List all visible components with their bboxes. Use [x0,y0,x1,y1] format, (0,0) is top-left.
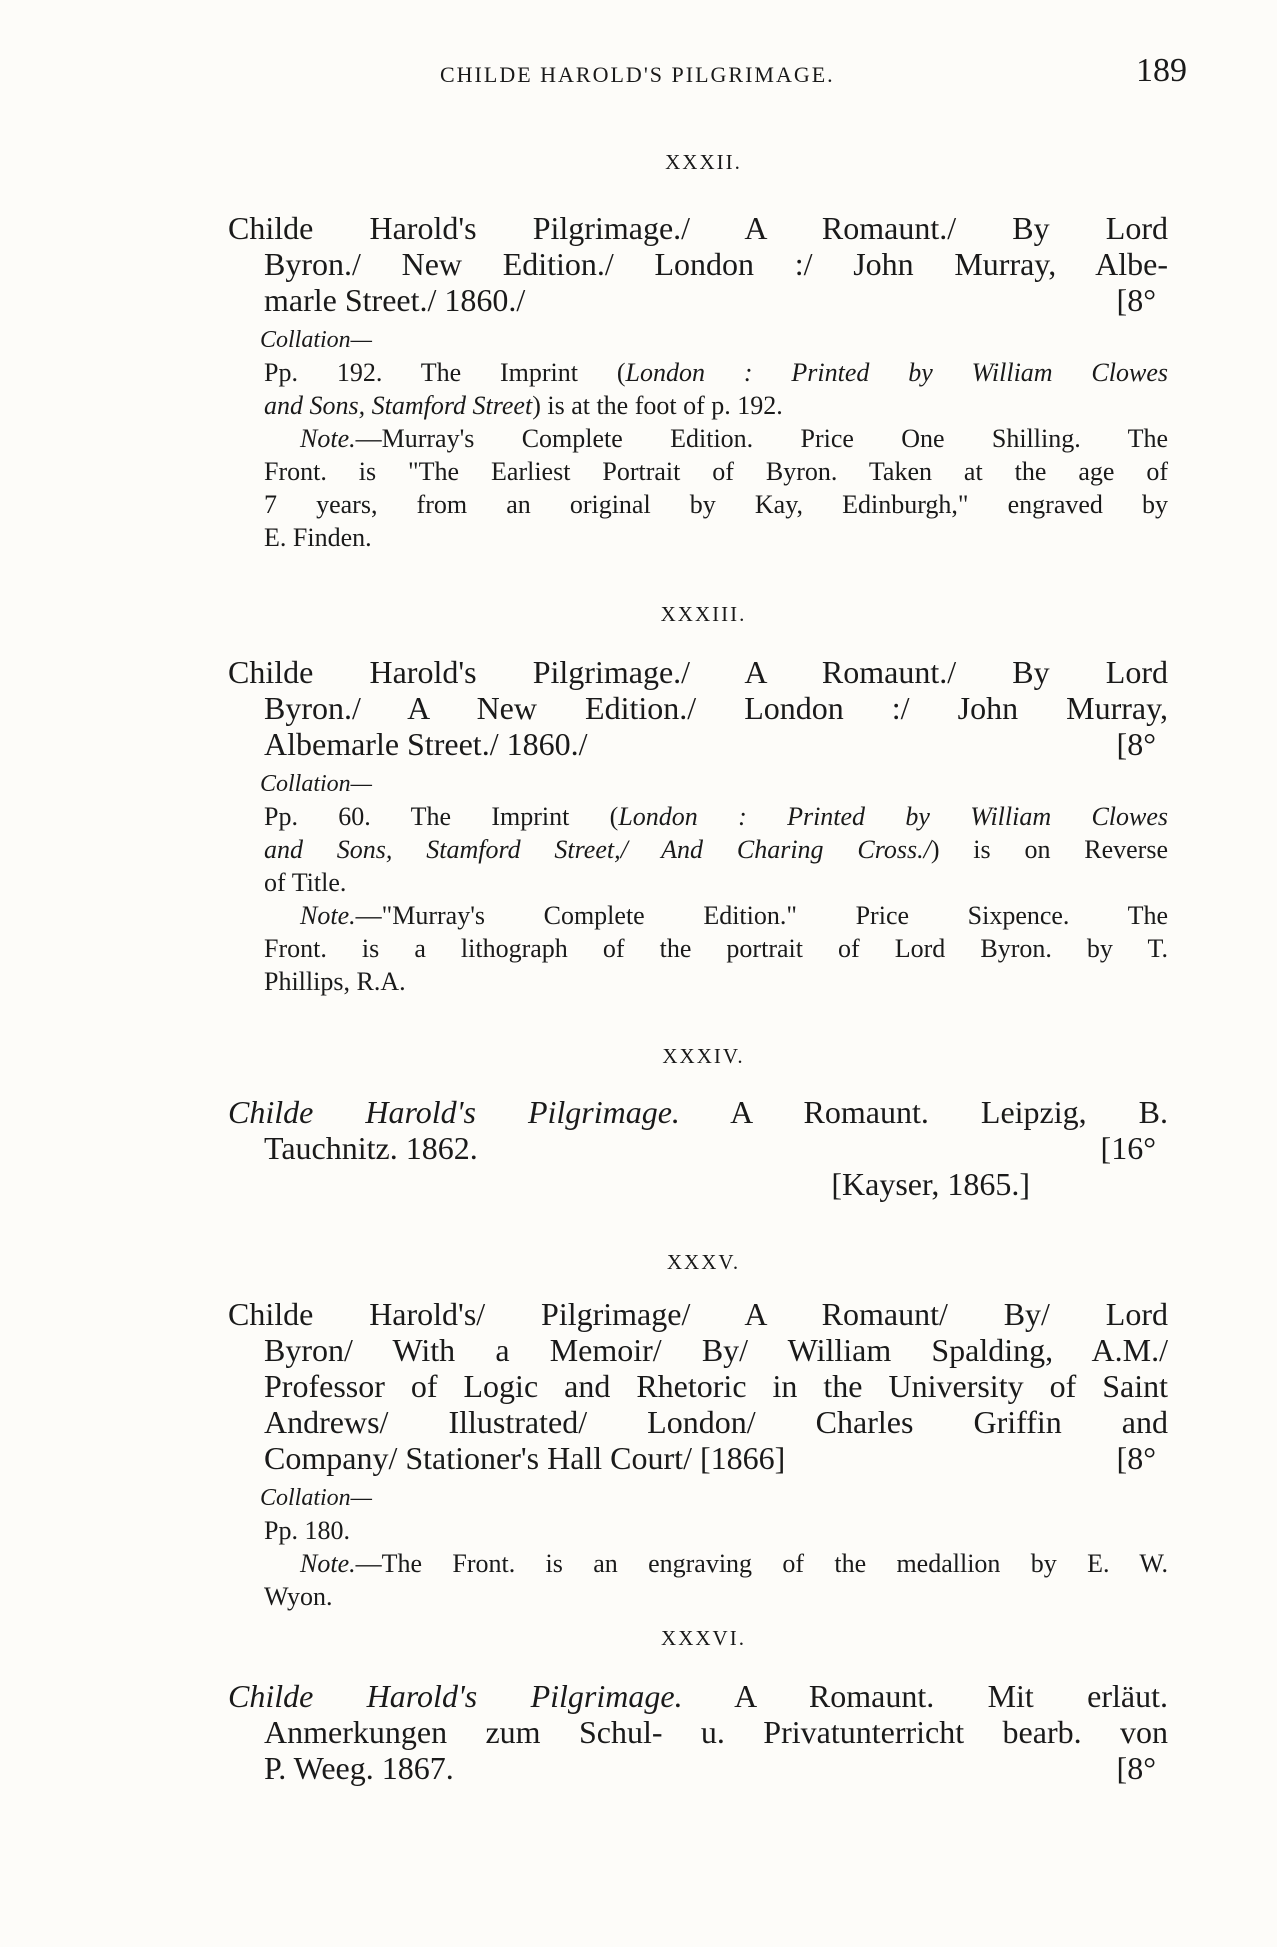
entry-number-xxxii: XXXII. [665,150,742,174]
format-mark: [8° [1116,282,1156,318]
collation-line: Pp. 192. The Imprint (London : Printed by William Clowes [264,358,1169,387]
entry-xxxiii [228,654,1168,998]
title-line: Childe Harold's Pilgrimage. A Romaunt. Mit erläut. [228,1678,1169,1714]
title-line: Tauchnitz. 1862. [16° [264,1130,1156,1166]
entry-xxxvi [228,1678,1168,1786]
entry-xxxiv [228,1094,1168,1202]
note-line: Front. is a lithograph of the portrait of Lord Byron. by T. [264,934,1168,963]
running-title: CHILDE HAROLD'S PILGRIMAGE. [440,62,835,87]
entry-number-xxxiii: XXXIII. [660,602,747,626]
note-line: 7 years, from an original by Kay, Edinburgh," engraved by [264,490,1168,519]
title-line: Albemarle Street./ 1860./ [8° [264,726,1156,762]
note-label: Note. [300,901,356,930]
collation-line: and Sons, Stamford Street,/ And Charing Cross./) is on Reverse [264,835,1168,864]
entry-number-xxxvi: XXXVI. [661,1626,746,1650]
note-label: Note. [300,1549,356,1578]
title-line: Byron/ With a Memoir/ By/ William Spalding, A.M./ [264,1332,1168,1368]
title-line: Anmerkungen zum Schul- u. Privatunterricht bearb. von [264,1714,1168,1750]
collation-label: Collation— [260,327,373,353]
collation-line: Pp. 180. [264,1516,350,1545]
title-line: P. Weeg. 1867. [8° [264,1750,1156,1786]
format-mark: [16° [1100,1130,1156,1166]
title-line: Childe Harold's/ Pilgrimage/ A Romaunt/ By/ Lord [228,1296,1168,1332]
note-line: Phillips, R.A. [264,967,406,996]
format-mark: [8° [1116,1440,1156,1476]
title-line: marle Street./ 1860./ [8° [264,282,1156,318]
title-line: Byron./ New Edition./ London :/ John Murray, Albe- [264,246,1168,282]
running-head [400,52,1187,98]
note-line: Wyon. [264,1582,333,1611]
entry-xxxii [228,210,1168,554]
note-line: Note.—Murray's Complete Edition. Price One Shilling. The [300,424,1168,453]
title-line: Company/ Stationer's Hall Court/ [1866] [8° [264,1440,1156,1476]
reference-note: [Kayser, 1865.] [831,1166,1030,1202]
title-line: Childe Harold's Pilgrimage./ A Romaunt./ By Lord [228,654,1168,690]
page-number: 189 [1136,52,1187,89]
collation-line: of Title. [264,868,347,897]
note-line: Note.—"Murray's Complete Edition." Price Sixpence. The [300,901,1168,930]
format-mark: [8° [1116,1750,1156,1786]
title-line: Andrews/ Illustrated/ London/ Charles Griffin and [264,1404,1168,1440]
collation-line: and Sons, Stamford Street) is at the foot of p. 192. [264,391,783,420]
entry-xxxv [228,1296,1168,1613]
note-line: E. Finden. [264,523,372,552]
title-line: Byron./ A New Edition./ London :/ John Murray, [264,690,1168,726]
title-line: Professor of Logic and Rhetoric in the University of Saint [264,1368,1168,1404]
entry-number-xxxiv: XXXIV. [662,1044,745,1068]
title-line: Childe Harold's Pilgrimage./ A Romaunt./ By Lord [228,210,1168,246]
collation-label: Collation— [260,771,373,797]
format-mark: [8° [1116,726,1156,762]
note-label: Note. [300,424,356,453]
title-line: Childe Harold's Pilgrimage. A Romaunt. Leipzig, B. [228,1094,1168,1130]
note-line: Front. is "The Earliest Portrait of Byron. Taken at the age of [264,457,1168,486]
collation-line: Pp. 60. The Imprint (London : Printed by William Clowes [264,802,1169,831]
collation-label: Collation— [260,1485,373,1511]
entry-number-xxxv: XXXV. [666,1250,741,1274]
note-line: Note.—The Front. is an engraving of the medallion by E. W. [300,1549,1168,1578]
